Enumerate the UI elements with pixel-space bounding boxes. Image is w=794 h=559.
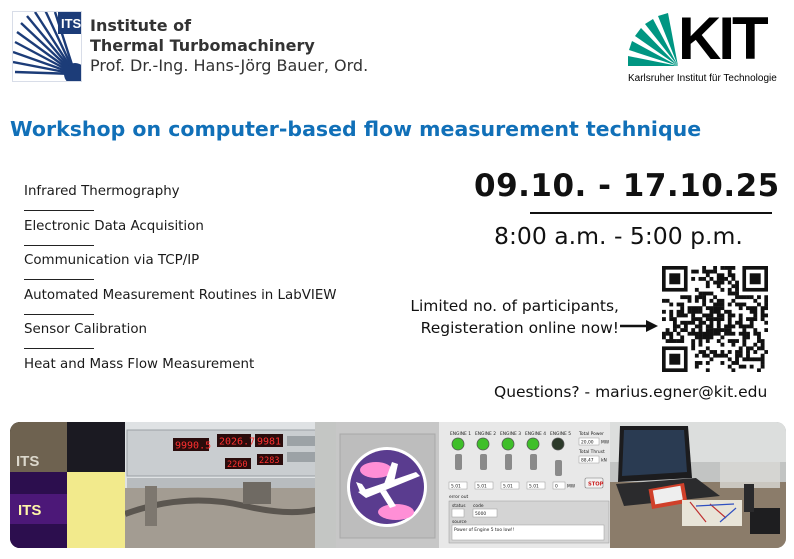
daq-display-1: 9990.5 bbox=[175, 440, 212, 452]
engine-label: ENGINE 5 bbox=[550, 432, 572, 437]
engine-led bbox=[527, 438, 539, 450]
registration-qr-code[interactable] bbox=[662, 266, 768, 372]
stop-button-label: STOP bbox=[588, 481, 604, 488]
topic-label: Communication via TCP/IP bbox=[24, 253, 200, 268]
daq-rack-photo bbox=[125, 422, 336, 548]
registration-line-1: Limited no. of participants, bbox=[410, 297, 619, 315]
kit-logo-text: KIT bbox=[678, 5, 766, 72]
status-label: status bbox=[452, 504, 466, 509]
topic-list bbox=[24, 183, 384, 390]
daq-display-3: 9981 bbox=[257, 436, 282, 448]
topic-label: Sensor Calibration bbox=[24, 322, 148, 337]
institute-line-2: Thermal Turbomachinery bbox=[90, 36, 315, 55]
topic-item bbox=[24, 183, 384, 218]
engine-label: ENGINE 4 bbox=[525, 432, 547, 437]
dates-divider bbox=[530, 212, 772, 214]
engine-value: 0 bbox=[555, 484, 558, 490]
total-power-label: Total Power bbox=[579, 432, 604, 437]
topic-item bbox=[24, 321, 384, 356]
topic-label: Automated Measurement Routines in LabVIEW bbox=[24, 287, 337, 303]
topic-divider bbox=[24, 245, 94, 246]
arrow-right-icon bbox=[620, 319, 658, 333]
engine-switch[interactable] bbox=[480, 454, 487, 470]
qr-code-icon bbox=[662, 266, 768, 372]
topic-label: Electronic Data Acquisition bbox=[24, 218, 204, 234]
total-thrust-unit: kN bbox=[601, 458, 607, 464]
thermography-photo bbox=[10, 422, 125, 548]
engine-value: 5.01 bbox=[477, 484, 487, 490]
total-power-value: 20,00 bbox=[581, 440, 594, 446]
engine-switch[interactable] bbox=[555, 460, 562, 476]
engine-value: 5.01 bbox=[529, 484, 539, 490]
error-out-label: error out bbox=[449, 495, 469, 500]
daq-display-2: 2026.7 bbox=[219, 436, 256, 448]
code-label: code bbox=[473, 504, 484, 509]
topic-item bbox=[24, 356, 384, 391]
topic-divider bbox=[24, 348, 94, 349]
topic-item bbox=[24, 218, 384, 253]
institute-line-1: Institute of bbox=[90, 16, 192, 35]
engine-led bbox=[552, 438, 564, 450]
total-thrust-value: 88,47 bbox=[581, 458, 594, 464]
engine-unit: MW bbox=[567, 484, 576, 490]
topic-divider bbox=[24, 279, 94, 280]
institute-line-3: Prof. Dr.-Ing. Hans-Jörg Bauer, Ord. bbox=[90, 56, 369, 75]
its-logo bbox=[12, 11, 82, 82]
source-label: source bbox=[452, 520, 467, 525]
engine-switch[interactable] bbox=[530, 454, 537, 470]
engine-label: ENGINE 1 bbox=[450, 432, 472, 437]
engine-led bbox=[502, 438, 514, 450]
engine-led bbox=[477, 438, 489, 450]
daq-display-5: 2283 bbox=[259, 456, 280, 466]
kit-fan-icon bbox=[628, 10, 680, 70]
daq-display-4: 2260 bbox=[227, 460, 248, 470]
topic-item bbox=[24, 252, 384, 287]
total-thrust-label: Total Thrust bbox=[579, 450, 605, 455]
workshop-dates: 09.10. - 17.10.25 bbox=[474, 168, 780, 204]
hardware-photo bbox=[610, 422, 786, 548]
engine-switch[interactable] bbox=[455, 454, 462, 470]
engine-label: ENGINE 2 bbox=[475, 432, 497, 437]
topic-label: Heat and Mass Flow Measurement bbox=[24, 356, 255, 372]
thermo-label-bottom: ITS bbox=[18, 502, 42, 519]
engine-label: ENGINE 3 bbox=[500, 432, 522, 437]
photo-strip bbox=[10, 422, 786, 548]
engine-value: 5.01 bbox=[503, 484, 513, 490]
topic-item bbox=[24, 287, 384, 322]
labview-front-panel bbox=[439, 422, 610, 548]
topic-label: Infrared Thermography bbox=[24, 184, 180, 199]
error-message: Power of Engine 5 too low!! bbox=[454, 528, 515, 533]
engine-switch[interactable] bbox=[505, 454, 512, 470]
workshop-times: 8:00 a.m. - 5:00 p.m. bbox=[494, 222, 743, 250]
engine-led bbox=[452, 438, 464, 450]
its-turbine-icon bbox=[13, 12, 82, 82]
registration-note bbox=[383, 295, 619, 339]
code-value: 5000 bbox=[475, 512, 487, 517]
institute-block bbox=[90, 16, 368, 76]
software-icon-photo bbox=[336, 422, 439, 548]
registration-line-2: Registeration online now! bbox=[420, 319, 619, 337]
thermo-label-top: ITS bbox=[16, 453, 40, 470]
kit-subtitle: Karlsruher Institut für Technologie bbox=[628, 73, 777, 84]
engine-value: 5.01 bbox=[451, 484, 461, 490]
topic-divider bbox=[24, 314, 94, 315]
topic-divider bbox=[24, 210, 94, 211]
total-power-unit: MW bbox=[601, 440, 610, 446]
contact-line: Questions? - marius.egner@kit.edu bbox=[494, 383, 768, 401]
its-logo-text: ITS bbox=[61, 16, 82, 31]
page-title: Workshop on computer-based flow measurement technique bbox=[10, 117, 702, 141]
kit-logo bbox=[628, 5, 786, 88]
